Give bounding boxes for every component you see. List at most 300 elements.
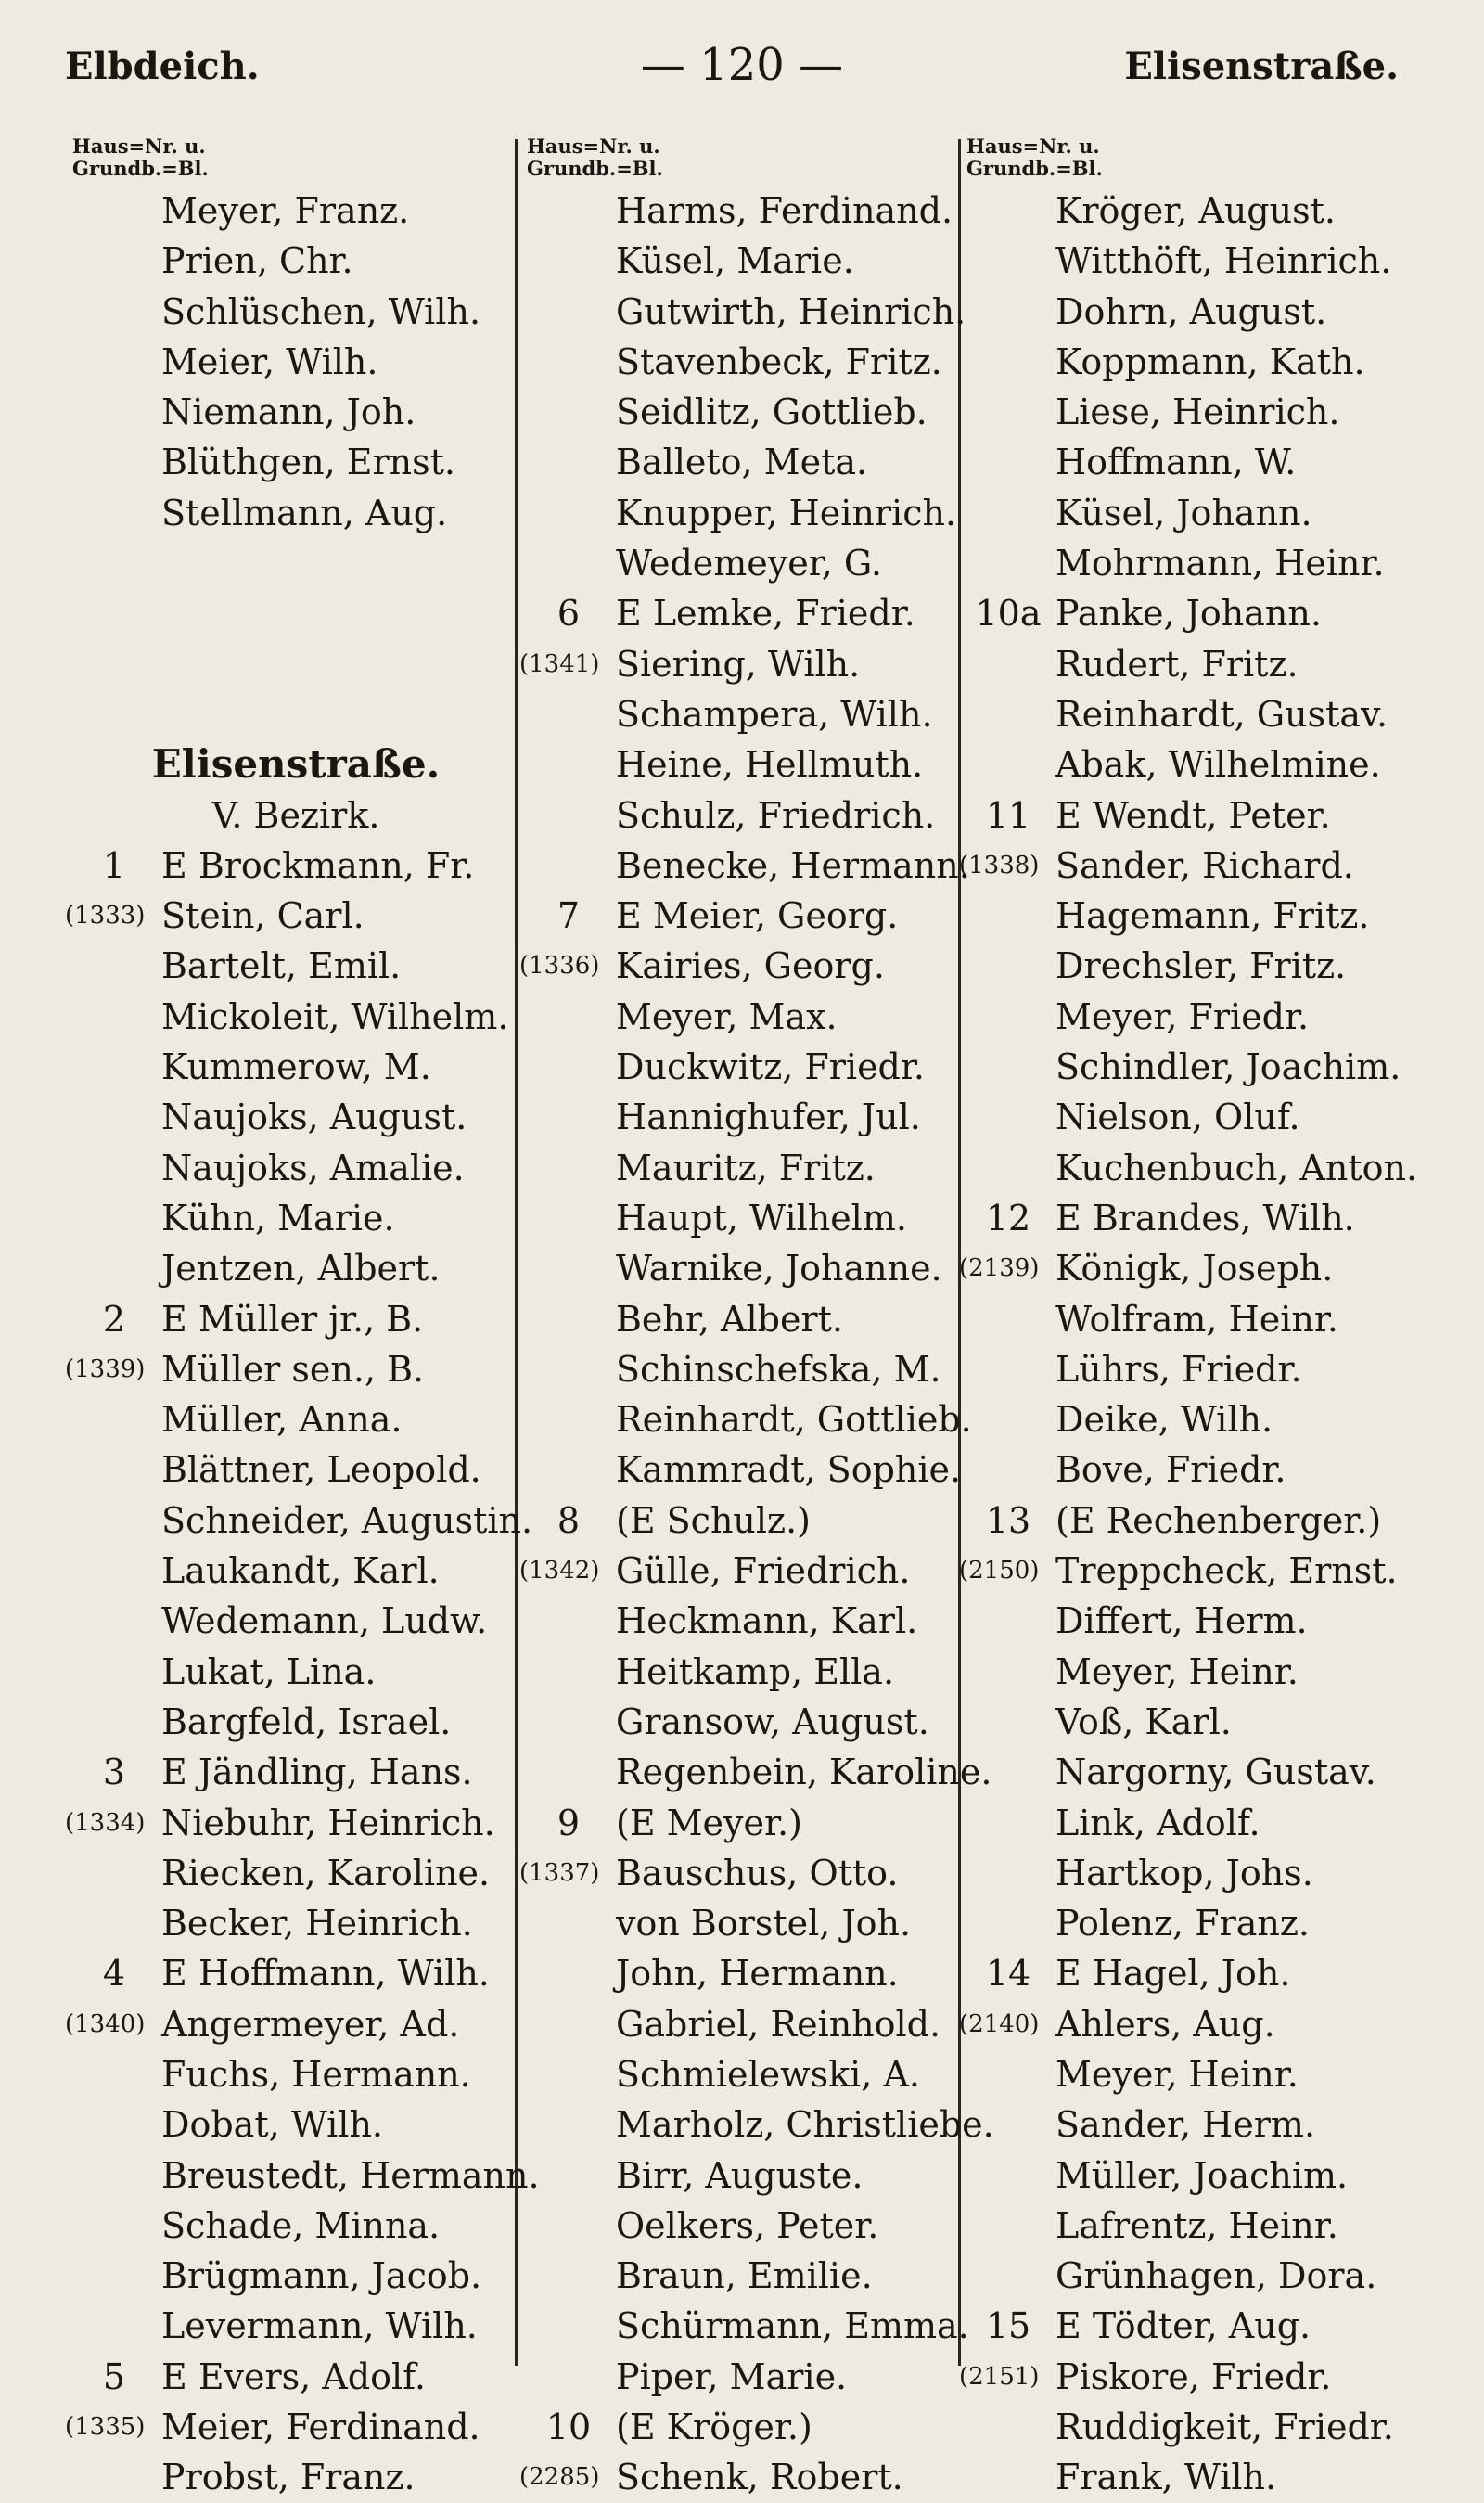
resident-name: E Wendt, Peter.	[1055, 794, 1331, 836]
resident-name: Müller, Anna.	[161, 1399, 403, 1441]
directory-entry	[527, 2301, 972, 2351]
resident-name: Dohrn, August.	[1055, 290, 1327, 332]
directory-entry	[966, 1042, 1412, 1092]
resident-name: Seidlitz, Gottlieb.	[616, 391, 928, 433]
house-number: 1	[102, 844, 126, 886]
land-register-number: (2151)	[959, 2362, 1040, 2391]
directory-entry	[72, 387, 519, 437]
resident-name: E Hagel, Joh.	[1055, 1953, 1291, 1995]
directory-entry	[527, 1042, 972, 1092]
resident-name: John, Hermann.	[616, 1953, 899, 1995]
resident-name: Müller sen., B.	[161, 1348, 425, 1390]
resident-name: Bove, Friedr.	[1055, 1449, 1286, 1491]
resident-name: Mickoleit, Wilhelm.	[161, 995, 509, 1037]
directory-entry	[72, 2201, 519, 2251]
resident-name: Oelkers, Peter.	[616, 2204, 879, 2246]
resident-name: Abak, Wilhelmine.	[1055, 744, 1381, 786]
directory-entry	[65, 1798, 519, 1848]
resident-name: Hagemann, Fritz.	[1055, 895, 1370, 937]
house-number: 11	[985, 794, 1031, 836]
directory-entry	[65, 891, 519, 941]
directory-entry	[527, 790, 972, 841]
resident-name: Meyer, Friedr.	[1055, 995, 1310, 1037]
resident-name: Piper, Marie.	[616, 2355, 848, 2397]
directory-entry	[72, 186, 519, 236]
directory-entry	[527, 2251, 972, 2301]
column-label-line: Haus=Nr. u.	[527, 135, 660, 158]
resident-name: Wolfram, Heinr.	[1055, 1298, 1338, 1340]
directory-entry	[966, 1344, 1412, 1394]
resident-name: Duckwitz, Friedr.	[616, 1046, 925, 1088]
resident-name: Grünhagen, Dora.	[1055, 2255, 1377, 2297]
directory-entry	[966, 387, 1412, 437]
land-register-number: (1337)	[519, 1858, 600, 1887]
resident-name: Königk, Joseph.	[1055, 1248, 1334, 1290]
resident-name: Küsel, Marie.	[616, 240, 854, 282]
house-number: 15	[985, 2305, 1031, 2347]
directory-entry	[72, 287, 519, 337]
directory-entry	[527, 1394, 972, 1444]
directory-entry	[527, 1444, 972, 1495]
directory-entry	[966, 1294, 1412, 1344]
land-register-number: (1339)	[65, 1354, 146, 1383]
land-register-number: (1341)	[519, 649, 600, 678]
resident-name: Nargorny, Gustav.	[1055, 1752, 1376, 1793]
resident-name: Ahlers, Aug.	[1055, 2003, 1275, 2045]
directory-entry	[966, 2251, 1412, 2301]
directory-entry	[72, 1747, 519, 1797]
resident-name: E Brandes, Wilh.	[1055, 1197, 1355, 1239]
directory-entry	[527, 1193, 972, 1243]
directory-entry	[527, 588, 972, 638]
resident-name: (E Schulz.)	[616, 1499, 811, 1541]
resident-name: Laukandt, Karl.	[161, 1550, 440, 1592]
directory-entry	[72, 1697, 519, 1747]
directory-entry	[65, 2402, 519, 2452]
resident-name: Prien, Chr.	[161, 240, 353, 282]
directory-entry	[966, 1092, 1412, 1142]
resident-name: Sander, Herm.	[1055, 2104, 1316, 2146]
directory-entry	[72, 1898, 519, 1948]
resident-name: Schulz, Friedrich.	[616, 794, 936, 836]
resident-name: Behr, Albert.	[616, 1298, 843, 1340]
directory-entry	[966, 488, 1412, 538]
directory-entry	[527, 2049, 972, 2099]
directory-entry	[72, 1848, 519, 1898]
resident-name: Gransow, August.	[616, 1701, 929, 1742]
directory-entry	[72, 1444, 519, 1495]
directory-entry	[65, 1344, 519, 1394]
resident-name: Sander, Richard.	[1055, 844, 1354, 886]
resident-name: Rudert, Fritz.	[1055, 643, 1298, 685]
directory-entry	[966, 2049, 1412, 2099]
directory-entry	[527, 1697, 972, 1747]
resident-name: E Brockmann, Fr.	[161, 844, 475, 886]
resident-name: Drechsler, Fritz.	[1055, 945, 1347, 987]
land-register-number: (1333)	[65, 902, 146, 931]
directory-entry	[527, 2099, 994, 2150]
resident-name: Hartkop, Johs.	[1055, 1852, 1313, 1893]
resident-name: Becker, Heinrich.	[161, 1903, 473, 1945]
resident-name: Kammradt, Sophie.	[616, 1449, 962, 1491]
resident-name: Probst, Franz.	[161, 2457, 416, 2498]
column-label	[72, 135, 519, 186]
resident-name: Blättner, Leopold.	[161, 1449, 481, 1491]
directory-entry	[65, 1999, 519, 2049]
running-header-right: Elisenstraße.	[1124, 45, 1399, 88]
resident-name: Meier, Wilh.	[161, 340, 378, 382]
land-register-number: (2150)	[959, 1557, 1040, 1585]
resident-name: Lührs, Friedr.	[1055, 1348, 1302, 1390]
resident-name: Meyer, Heinr.	[1055, 1650, 1298, 1692]
directory-entry	[527, 2150, 972, 2201]
resident-name: Hannighufer, Jul.	[616, 1097, 921, 1138]
resident-name: Hoffmann, W.	[1055, 442, 1297, 483]
directory-entry	[966, 689, 1412, 739]
house-number: 13	[985, 1499, 1031, 1541]
directory-entry	[72, 2452, 519, 2502]
column-1	[65, 135, 540, 2498]
directory-entry	[966, 1444, 1412, 1495]
directory-entry	[527, 1898, 972, 1948]
directory-entry	[527, 689, 972, 739]
directory-entry	[519, 941, 972, 991]
resident-name: Koppmann, Kath.	[1055, 340, 1365, 382]
resident-name: Breustedt, Hermann.	[161, 2154, 540, 2196]
directory-entry	[72, 488, 519, 538]
column-label-line: Grundb.=Bl.	[72, 157, 209, 180]
resident-name: Schneider, Augustin.	[161, 1499, 533, 1541]
directory-entry	[966, 1647, 1412, 1697]
directory-entry	[527, 2201, 972, 2251]
resident-name: V. Bezirk.	[211, 794, 380, 836]
resident-name: E Hoffmann, Wilh.	[161, 1953, 490, 1995]
directory-entry	[966, 588, 1412, 638]
resident-name: Brügmann, Jacob.	[161, 2255, 482, 2297]
resident-name: Levermann, Wilh.	[161, 2305, 478, 2347]
house-number: 14	[985, 1953, 1031, 1995]
column-label-line: Grundb.=Bl.	[527, 157, 663, 180]
resident-name: E Lemke, Friedr.	[616, 593, 915, 635]
district-heading	[72, 790, 519, 841]
resident-name: Schindler, Joachim.	[1055, 1046, 1401, 1088]
resident-name: Kuchenbuch, Anton.	[1055, 1147, 1418, 1188]
resident-name: Haupt, Wilhelm.	[616, 1197, 907, 1239]
directory-entry	[527, 739, 972, 789]
directory-entry	[966, 1798, 1412, 1848]
directory-entry	[527, 1294, 972, 1344]
resident-name: Niebuhr, Heinrich.	[161, 1802, 495, 1843]
column-label-line: Haus=Nr. u.	[966, 135, 1100, 158]
directory-entry	[966, 1747, 1412, 1797]
directory-entry	[966, 790, 1412, 841]
resident-name: Stein, Carl.	[161, 895, 365, 937]
land-register-number: (1340)	[65, 2009, 146, 2038]
resident-name: E Meier, Georg.	[616, 895, 899, 937]
street-heading	[72, 739, 519, 789]
directory-entry	[966, 2201, 1412, 2251]
resident-name: Panke, Johann.	[1055, 593, 1322, 635]
resident-name: Ruddigkeit, Friedr.	[1055, 2407, 1394, 2448]
directory-entry	[527, 1747, 992, 1797]
directory-entry	[527, 538, 972, 588]
resident-name: Mauritz, Fritz.	[616, 1147, 876, 1188]
directory-entry	[72, 588, 519, 638]
house-number: 9	[556, 1802, 581, 1843]
directory-entry	[72, 841, 519, 891]
resident-name: Schmielewski, A.	[616, 2053, 920, 2095]
directory-entry	[959, 1243, 1412, 1293]
directory-entry	[72, 337, 519, 387]
resident-name: Schlüschen, Wilh.	[161, 290, 481, 332]
resident-name: Gutwirth, Heinrich.	[616, 290, 966, 332]
resident-name: Liese, Heinrich.	[1055, 391, 1340, 433]
directory-entry	[72, 437, 519, 487]
resident-name: (E Kröger.)	[616, 2407, 812, 2448]
resident-name: Elisenstraße.	[151, 741, 441, 788]
resident-name: Heitkamp, Ella.	[616, 1650, 895, 1692]
resident-name: Schinschefska, M.	[616, 1348, 941, 1390]
resident-name: Küsel, Johann.	[1055, 492, 1312, 533]
house-number: 3	[102, 1752, 126, 1793]
resident-name: Warnike, Johanne.	[616, 1248, 942, 1290]
resident-name: Bartelt, Emil.	[161, 945, 402, 987]
directory-entry	[966, 891, 1412, 941]
directory-entry	[527, 1948, 972, 1998]
resident-name: Heckmann, Karl.	[616, 1600, 918, 1642]
resident-name: Meyer, Heinr.	[1055, 2053, 1298, 2095]
directory-entry	[527, 2402, 972, 2452]
directory-entry	[966, 2452, 1412, 2502]
directory-entry	[959, 2352, 1412, 2402]
resident-name: Differt, Herm.	[1055, 1600, 1308, 1642]
resident-name: Meyer, Franz.	[161, 190, 410, 231]
resident-name: Schürmann, Emma.	[616, 2305, 969, 2347]
house-number: 10a	[975, 593, 1042, 635]
directory-entry	[72, 639, 519, 689]
directory-entry	[527, 186, 972, 236]
directory-entry	[527, 891, 972, 941]
directory-entry	[966, 236, 1412, 286]
resident-name: Riecken, Karoline.	[161, 1852, 491, 1893]
resident-name: Braun, Emilie.	[616, 2255, 873, 2297]
resident-name: Deike, Wilh.	[1055, 1399, 1273, 1441]
resident-name: Regenbein, Karoline.	[616, 1752, 992, 1793]
resident-name: E Jändling, Hans.	[161, 1752, 473, 1793]
resident-name: Meier, Ferdinand.	[161, 2407, 480, 2448]
directory-entry	[966, 1948, 1412, 1998]
directory-entry	[527, 387, 972, 437]
directory-entry	[966, 941, 1412, 991]
resident-name: Jentzen, Albert.	[161, 1248, 441, 1290]
resident-name: von Borstel, Joh.	[616, 1903, 912, 1945]
resident-name: Kummerow, M.	[161, 1046, 431, 1088]
directory-entry	[527, 1647, 972, 1697]
column-label-line: Haus=Nr. u.	[72, 135, 206, 158]
directory-entry	[527, 488, 972, 538]
house-number: 8	[556, 1499, 581, 1541]
land-register-number: (2285)	[519, 2463, 600, 2492]
resident-name: Lukat, Lina.	[161, 1650, 377, 1692]
directory-entry	[966, 992, 1412, 1042]
resident-name: Bauschus, Otto.	[616, 1852, 899, 1893]
resident-name: Schampera, Wilh.	[616, 693, 933, 735]
directory-entry	[966, 1495, 1412, 1546]
directory-entry	[966, 2150, 1412, 2201]
resident-name: Witthöft, Heinrich.	[1055, 240, 1392, 282]
resident-name: Wedemann, Ludw.	[161, 1600, 488, 1642]
resident-name: Stavenbeck, Fritz.	[616, 340, 942, 382]
directory-entry	[527, 1344, 972, 1394]
column-label	[527, 135, 972, 186]
resident-name: Lafrentz, Heinr.	[1055, 2204, 1338, 2246]
directory-entry	[527, 1798, 972, 1848]
resident-name: Gülle, Friedrich.	[616, 1550, 911, 1592]
page-number: — 120 —	[640, 39, 844, 91]
directory-entry	[72, 1394, 519, 1444]
resident-name: Meyer, Max.	[616, 995, 838, 1037]
resident-name: Müller, Joachim.	[1055, 2154, 1349, 2196]
resident-name: Balleto, Meta.	[616, 442, 868, 483]
house-number: 2	[102, 1298, 126, 1340]
resident-name: Nielson, Oluf.	[1055, 1097, 1300, 1138]
directory-entry	[72, 538, 519, 588]
resident-name: Schade, Minna.	[161, 2204, 441, 2246]
resident-name: Polenz, Franz.	[1055, 1903, 1310, 1945]
land-register-number: (1336)	[519, 952, 600, 981]
resident-name: Gabriel, Reinhold.	[616, 2003, 941, 2045]
resident-name: Kairies, Georg.	[616, 945, 885, 987]
directory-entry	[72, 1546, 519, 1596]
directory-entry	[966, 1596, 1412, 1646]
directory-entry	[966, 1143, 1418, 1193]
directory-entry	[72, 2099, 519, 2150]
directory-entry	[527, 236, 972, 286]
directory-entry	[72, 1647, 519, 1697]
directory-entry	[72, 2301, 519, 2351]
resident-name: Frank, Wilh.	[1055, 2457, 1277, 2498]
directory-entry	[72, 236, 519, 286]
resident-name: Stellmann, Aug.	[161, 492, 448, 533]
directory-entry	[527, 337, 972, 387]
directory-entry	[72, 1143, 519, 1193]
directory-entry	[959, 1999, 1412, 2049]
directory-entry	[527, 2352, 972, 2402]
directory-entry	[72, 941, 519, 991]
directory-entry	[527, 287, 972, 337]
resident-name: Wedemeyer, G.	[616, 543, 882, 584]
directory-entry	[966, 1697, 1412, 1747]
directory-entry	[966, 538, 1412, 588]
house-number: 10	[545, 2407, 592, 2448]
resident-name: (E Meyer.)	[616, 1802, 802, 1843]
resident-name: Naujoks, Amalie.	[161, 1147, 465, 1188]
directory-entry	[72, 1948, 519, 1998]
directory-entry	[966, 1193, 1412, 1243]
house-number: 5	[102, 2355, 126, 2397]
land-register-number: (1335)	[65, 2413, 146, 2442]
resident-name: Bargfeld, Israel.	[161, 1701, 452, 1742]
resident-name: Treppcheck, Ernst.	[1055, 1550, 1398, 1592]
column-2	[519, 135, 994, 2498]
resident-name: (E Rechenberger.)	[1055, 1499, 1382, 1541]
directory-entry	[72, 1243, 519, 1293]
resident-name: Reinhardt, Gottlieb.	[616, 1399, 972, 1441]
running-header-left: Elbdeich.	[65, 45, 260, 88]
resident-name: Schenk, Robert.	[616, 2457, 903, 2498]
resident-name: E Tödter, Aug.	[1055, 2305, 1311, 2347]
directory-entry	[519, 2452, 972, 2502]
directory-entry	[72, 689, 519, 739]
column-3	[959, 135, 1418, 2498]
directory-entry	[966, 337, 1412, 387]
resident-name: Harms, Ferdinand.	[616, 190, 953, 231]
land-register-number: (1334)	[65, 1808, 146, 1837]
directory-entry	[966, 1898, 1412, 1948]
resident-name: Reinhardt, Gustav.	[1055, 693, 1388, 735]
resident-name: Knupper, Heinrich.	[616, 492, 957, 533]
directory-entry	[966, 739, 1412, 789]
resident-name: Birr, Auguste.	[616, 2154, 864, 2196]
resident-name: Blüthgen, Ernst.	[161, 442, 455, 483]
directory-entry	[527, 1999, 972, 2049]
resident-name: E Müller jr., B.	[161, 1298, 424, 1340]
house-number: 6	[556, 593, 581, 635]
resident-name: Angermeyer, Ad.	[161, 2003, 460, 2045]
directory-entry	[527, 1495, 972, 1546]
directory-entry	[519, 639, 972, 689]
column-label	[966, 135, 1412, 186]
resident-name: E Evers, Adolf.	[161, 2355, 426, 2397]
resident-name: Heine, Hellmuth.	[616, 744, 924, 786]
directory-entry	[966, 2099, 1412, 2150]
resident-name: Kühn, Marie.	[161, 1197, 395, 1239]
directory-entry	[72, 1294, 519, 1344]
directory-entry	[527, 841, 972, 891]
directory-entry	[527, 1143, 972, 1193]
house-number: 4	[102, 1953, 126, 1995]
directory-entry	[527, 1596, 972, 1646]
resident-name: Niemann, Joh.	[161, 391, 416, 433]
directory-entry	[959, 1546, 1412, 1596]
resident-name: Kröger, August.	[1055, 190, 1336, 231]
directory-entry	[966, 1394, 1412, 1444]
directory-entry	[527, 1092, 972, 1142]
resident-name: Piskore, Friedr.	[1055, 2355, 1332, 2397]
resident-name: Fuchs, Hermann.	[161, 2053, 471, 2095]
directory-entry	[72, 2150, 540, 2201]
resident-name: Voß, Karl.	[1055, 1701, 1232, 1742]
directory-entry	[72, 1596, 519, 1646]
directory-entry	[966, 287, 1412, 337]
resident-name: Mohrmann, Heinr.	[1055, 543, 1385, 584]
column-label-line: Grundb.=Bl.	[966, 157, 1103, 180]
directory-entry	[527, 992, 972, 1042]
directory-entry	[966, 639, 1412, 689]
land-register-number: (2139)	[959, 1254, 1040, 1283]
land-register-number: (1338)	[959, 851, 1040, 879]
directory-entry	[519, 1848, 972, 1898]
resident-name: Benecke, Hermann.	[616, 844, 970, 886]
directory-entry	[72, 1495, 533, 1546]
resident-name: Link, Adolf.	[1055, 1802, 1260, 1843]
house-number: 7	[556, 895, 581, 937]
directory-entry	[959, 841, 1412, 891]
directory-entry	[966, 186, 1412, 236]
land-register-number: (2140)	[959, 2009, 1040, 2038]
resident-name: Dobat, Wilh.	[161, 2104, 384, 2146]
directory-entry	[527, 1243, 972, 1293]
